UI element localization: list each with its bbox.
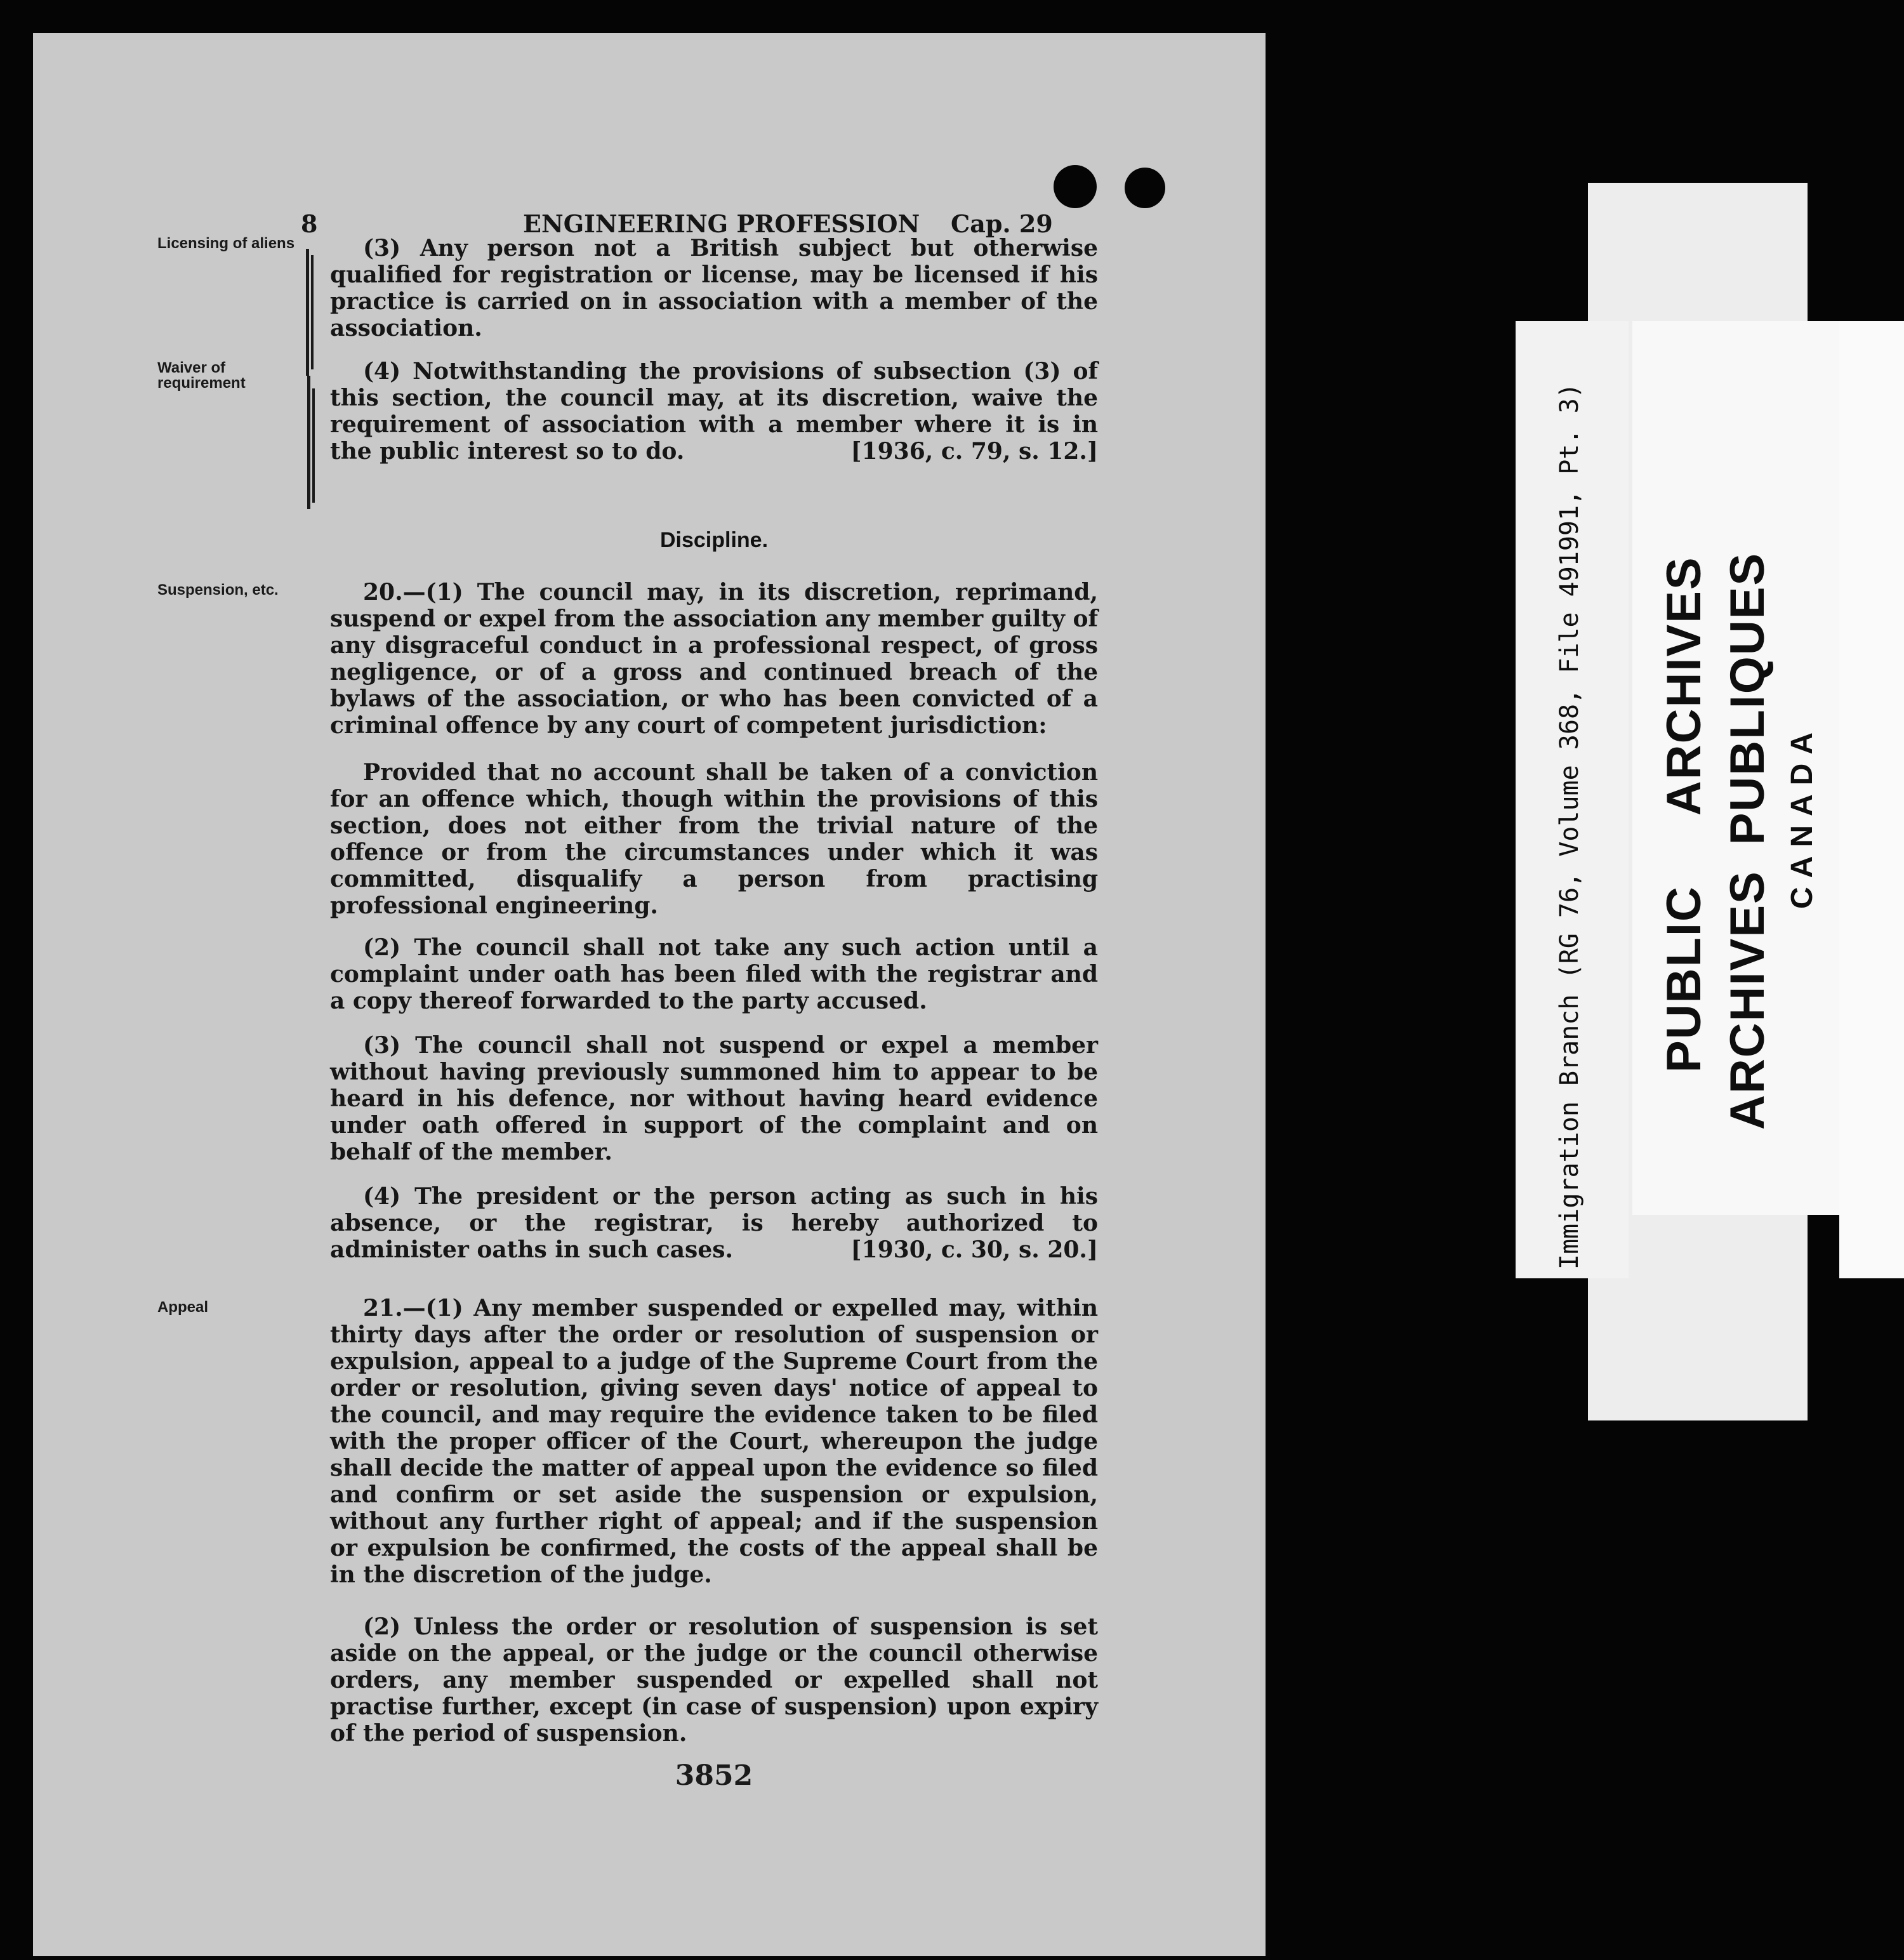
section-21-1-text: —(1) Any member suspended or expelled may, within thirty days after the order or resolution of suspension or expulsion, appeal to a judge of the Supreme Court from the order or resolution, giving seven days' notice of appeal to the council, and may require the evidence taken to be filed with the proper officer of the Court, whereupon the judge shall decide the matter of appeal upon the evidence so filed and confirm or set aside the suspension or expulsion, without any further right of appeal; and if the suspension or expulsion be confirmed, the costs of the appeal shall be in the discretion of the judge. (330, 1295, 1098, 1588)
section-20-1-text: —(1) The council may, in its discretion, reprimand, suspend or expel from the association any member guilty of any disgraceful conduct in a professional respect, of gross negligence, or of a gross and continued breach of the bylaws of the association, or who has been convicted of a criminal offence by any court of competent jurisdiction: (330, 579, 1098, 739)
revision-bar (311, 255, 314, 369)
margin-note-licensing: Licensing of aliens (157, 235, 295, 252)
margin-note-waiver: Waiver of requirement (157, 359, 246, 392)
archive-line-canada: CANADA (1785, 724, 1819, 909)
section-21-number: 21. (363, 1295, 403, 1321)
margin-note-suspension: Suspension, etc. (157, 581, 279, 599)
heading-discipline: Discipline. (659, 528, 769, 552)
margin-note-appeal: Appeal (157, 1299, 209, 1316)
archive-line-archives-publiques (1720, 552, 1775, 1130)
header-page-number: 8 (301, 209, 318, 238)
word-archives-fr: ARCHIVES (1721, 870, 1775, 1130)
para-licensing-aliens: (3) Any person not a British subject but otherwise qualified for registration or license, may be licensed if his practice is carried on in association with a member of the association. (330, 235, 1098, 341)
header-chapter: Cap. 29 (951, 209, 1053, 238)
punch-hole-right (1125, 168, 1165, 208)
word-public: PUBLIC (1657, 885, 1711, 1073)
revision-bar (307, 376, 310, 509)
document-page (33, 33, 1266, 1956)
revision-bar (312, 388, 315, 503)
para-waiver (330, 358, 1098, 465)
word-publiques: PUBLIQUES (1721, 552, 1775, 845)
archive-reference: Immigration Branch (RG 76, Volume 368, File 491991, Pt. 3) (1555, 383, 1584, 1269)
header-title: ENGINEERING PROFESSION (523, 209, 920, 238)
revision-bar (306, 249, 309, 376)
archive-line-public-archives (1656, 556, 1712, 1073)
para-waiver-text: (4) Notwithstanding the provisions of subsection (3) of this section, the council may, at its discretion, waive the requirement of association with a member where it is in the public interest so to do. (330, 358, 1098, 465)
section-20-4-text: (4) The president or the person acting as such in his absence, or the registrar, is hereby authorized to administer oaths in such cases. (330, 1183, 1098, 1263)
section-20-proviso: Provided that no account shall be taken of a conviction for an offence which, though within the provisions of this section, does not either from the trivial nature of the offence or from the circumstances under which it was committed, disqualify a person from practising professional engineering. (330, 759, 1098, 919)
section-20-4 (330, 1183, 1098, 1263)
section-20-3: (3) The council shall not suspend or expel a member without having previously summoned him to appear to be heard in his defence, nor without having heard evidence under oath offered in support of the complaint and on behalf of the member. (330, 1032, 1098, 1165)
folio-number: 3852 (675, 1759, 753, 1792)
citation-1936: [1936, c. 79, s. 12.] (850, 438, 1098, 465)
section-21-2: (2) Unless the order or resolution of suspension is set aside on the appeal, or the judge or the council otherwise orders, any member suspended or expelled shall not practise further, except (in case of suspension) upon expiry of the period of suspension. (330, 1613, 1098, 1747)
archive-label-edge (1839, 321, 1904, 1278)
punch-hole-left (1054, 165, 1097, 208)
word-archives: ARCHIVES (1657, 556, 1711, 816)
citation-1930: [1930, c. 30, s. 20.] (850, 1236, 1098, 1263)
section-20-number: 20. (363, 579, 403, 606)
section-20-1 (330, 579, 1098, 739)
section-20-2: (2) The council shall not take any such action until a complaint under oath has been filed with the registrar and a copy thereof forwarded to the party accused. (330, 934, 1098, 1014)
section-21-1 (330, 1295, 1098, 1588)
